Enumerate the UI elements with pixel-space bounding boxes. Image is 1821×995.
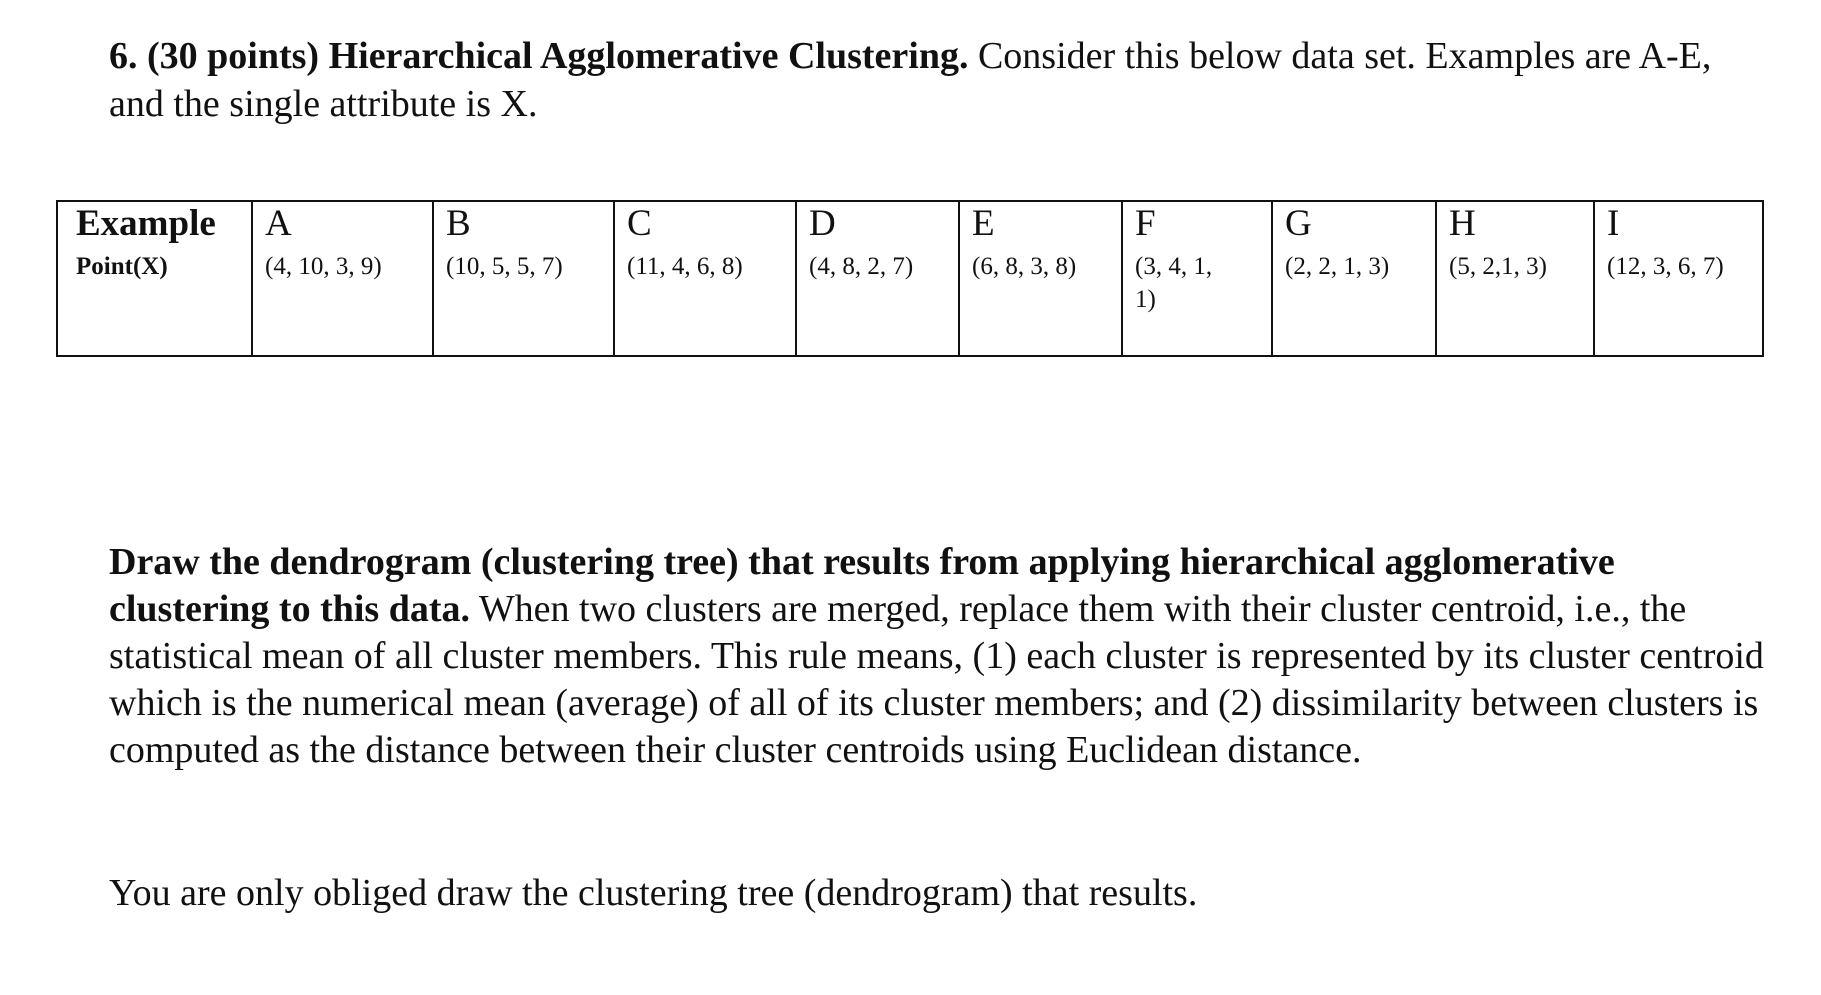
point-value-f: (3, 4, 1, 1) <box>1122 246 1272 356</box>
dataset-table <box>56 200 1764 357</box>
example-label-h: H <box>1436 201 1594 246</box>
dendrogram-prompt <box>109 539 1769 774</box>
example-label-c: C <box>614 201 796 246</box>
point-value-b: (10, 5, 5, 7) <box>433 246 614 356</box>
example-row <box>57 201 1763 246</box>
example-row-label: Example <box>57 201 252 246</box>
point-row <box>57 246 1763 356</box>
question-title: 6. (30 points) Hierarchical Agglomerative Clustering. <box>109 35 969 77</box>
point-value-e: (6, 8, 3, 8) <box>959 246 1122 356</box>
example-label-d: D <box>796 201 959 246</box>
example-label-a: A <box>252 201 433 246</box>
example-label-b: B <box>433 201 614 246</box>
footer-note: You are only obliged draw the clustering tree (dendrogram) that results. <box>109 872 1198 914</box>
example-label-f: F <box>1122 201 1272 246</box>
question-description: Consider this below data set. Examples are A-E, and the single attribute is X. <box>109 35 1712 125</box>
point-value-g: (2, 2, 1, 3) <box>1272 246 1436 356</box>
point-value-a: (4, 10, 3, 9) <box>252 246 433 356</box>
point-value-c: (11, 4, 6, 8) <box>614 246 796 356</box>
prompt-instruction: Draw the dendrogram (clustering tree) that results from applying hierarchical agglomerative clustering to this data. <box>109 541 1615 630</box>
example-label-i: I <box>1594 201 1763 246</box>
prompt-rule-text: When two clusters are merged, replace them with their cluster centroid, i.e., the statistical mean of all cluster members. This rule means, (1) each cluster is represented by its cluster centroid which is the numerical mean (average) of all of its cluster members; and (2) dissimilarity between clusters is computed as the distance between their cluster centroids using Euclidean distance. <box>109 588 1764 771</box>
point-value-i: (12, 3, 6, 7) <box>1594 246 1763 356</box>
point-row-label: Point(X) <box>57 246 252 356</box>
question-heading <box>109 32 1749 128</box>
point-value-h: (5, 2,1, 3) <box>1436 246 1594 356</box>
example-label-e: E <box>959 201 1122 246</box>
example-label-g: G <box>1272 201 1436 246</box>
point-value-d: (4, 8, 2, 7) <box>796 246 959 356</box>
